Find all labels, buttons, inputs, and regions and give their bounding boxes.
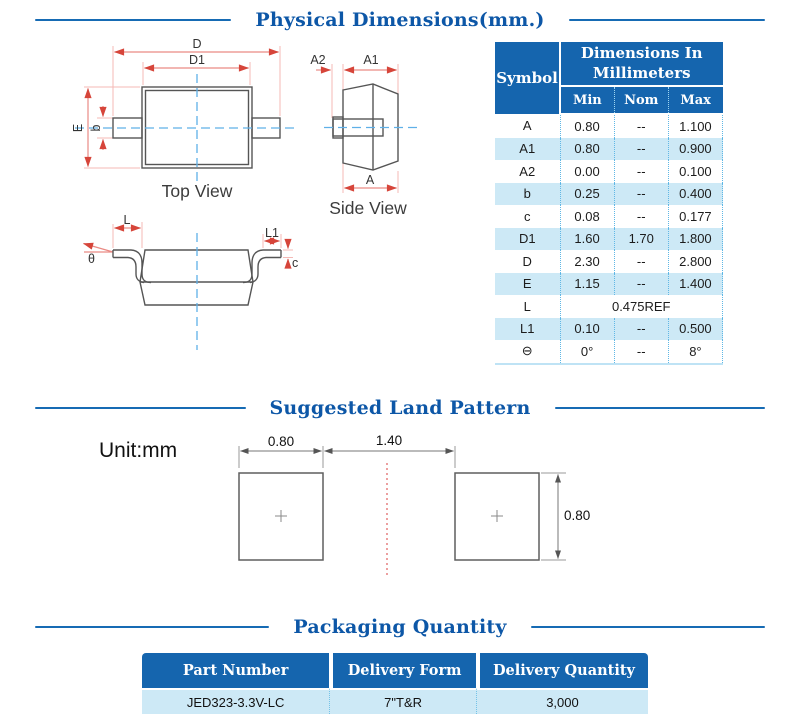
dim-label-c: c xyxy=(292,256,299,270)
cell-min: 1.60 xyxy=(560,228,614,251)
cell-min: 0.25 xyxy=(560,183,614,206)
packaging-table xyxy=(142,653,648,714)
divider-line xyxy=(35,626,269,628)
cell-max: 1.100 xyxy=(668,114,722,138)
package-drawings xyxy=(60,30,480,370)
cell-part-number: JED323-3.3V-LC xyxy=(142,688,329,714)
cell-nom: -- xyxy=(614,205,668,228)
dim-label-A: A xyxy=(365,173,375,187)
cell-max: 8° xyxy=(668,340,722,364)
cell-symbol: ⊖ xyxy=(495,340,560,364)
unit-label: Unit:mm xyxy=(99,439,178,462)
cell-nom: -- xyxy=(614,138,668,161)
front-view-drawing xyxy=(84,213,299,350)
cell-max: 0.500 xyxy=(668,318,722,341)
cell-span-value: 0.475REF xyxy=(560,295,723,318)
table-row xyxy=(495,250,723,273)
cell-max: 1.400 xyxy=(668,273,722,296)
cell-min: 0.00 xyxy=(560,160,614,183)
col-header-symbol: Symbol xyxy=(495,42,560,114)
dim-label-theta: θ xyxy=(88,252,95,266)
col-header-nom: Nom xyxy=(614,86,668,114)
pad-width-label: 0.80 xyxy=(267,434,295,449)
dim-label-A2: A2 xyxy=(310,53,326,67)
dim-label-E: E xyxy=(71,123,85,133)
cell-max: 0.400 xyxy=(668,183,722,206)
cell-min: 1.15 xyxy=(560,273,614,296)
table-row xyxy=(495,114,723,138)
cell-symbol: D1 xyxy=(495,228,560,251)
table-row xyxy=(495,340,723,364)
cell-min: 0.10 xyxy=(560,318,614,341)
table-row xyxy=(495,228,723,251)
col-header-delivery-form: Delivery Form xyxy=(329,653,476,688)
cell-nom: -- xyxy=(614,318,668,341)
cell-symbol: b xyxy=(495,183,560,206)
cell-max: 0.100 xyxy=(668,160,722,183)
table-row xyxy=(142,688,648,714)
cell-symbol: A xyxy=(522,118,532,134)
section-header-land-pattern xyxy=(35,394,765,422)
cell-min: 0.80 xyxy=(560,114,614,138)
col-header-part-number: Part Number xyxy=(142,653,329,688)
cell-nom: -- xyxy=(614,273,668,296)
dim-label-L: L xyxy=(123,213,131,227)
divider-line xyxy=(531,626,765,628)
cell-symbol: A1 xyxy=(495,138,560,161)
table-row xyxy=(495,160,723,183)
table-row xyxy=(495,183,723,206)
dim-label-D: D xyxy=(192,37,202,51)
divider-line xyxy=(569,19,765,21)
table-row xyxy=(495,273,723,296)
pad-gap-label: 1.40 xyxy=(375,433,403,448)
cell-symbol: c xyxy=(524,208,531,224)
section-title: Packaging Quantity xyxy=(293,616,507,638)
cell-max: 0.177 xyxy=(668,205,722,228)
table-row xyxy=(495,318,723,341)
col-header-delivery-quantity: Delivery Quantity xyxy=(476,653,648,688)
side-view-caption: Side View xyxy=(329,198,407,218)
cell-delivery-form: 7"T&R xyxy=(329,688,476,714)
divider-line xyxy=(35,407,246,409)
cell-symbol: D xyxy=(522,253,532,269)
divider-line xyxy=(555,407,766,409)
cell-nom: -- xyxy=(614,160,668,183)
cell-max: 1.800 xyxy=(668,228,722,251)
pad-height-label: 0.80 xyxy=(564,508,591,523)
cell-min: 0.08 xyxy=(560,205,614,228)
cell-delivery-quantity: 3,000 xyxy=(476,688,648,714)
divider-line xyxy=(35,19,231,21)
section-title: Suggested Land Pattern xyxy=(269,397,531,419)
table-row xyxy=(495,295,723,318)
cell-nom: -- xyxy=(614,250,668,273)
top-view-caption: Top View xyxy=(161,181,233,201)
cell-nom: -- xyxy=(614,340,668,364)
cell-max: 2.800 xyxy=(668,250,722,273)
cell-symbol: L1 xyxy=(495,318,560,341)
dimensions-table xyxy=(495,42,723,365)
cell-nom: 1.70 xyxy=(614,228,668,251)
cell-min: 2.30 xyxy=(560,250,614,273)
cell-max: 0.900 xyxy=(668,138,722,161)
cell-symbol: A2 xyxy=(519,163,536,179)
section-title: Physical Dimensions(mm.) xyxy=(255,9,545,31)
section-header-packaging xyxy=(35,613,765,641)
table-row xyxy=(495,138,723,161)
cell-symbol: L xyxy=(523,298,531,314)
dim-label-D1: D1 xyxy=(189,53,205,67)
cell-min: 0.80 xyxy=(560,138,614,161)
col-header-max: Max xyxy=(668,86,722,114)
cell-min: 0° xyxy=(560,340,614,364)
side-view-drawing xyxy=(310,53,419,218)
top-view-drawing xyxy=(71,37,296,201)
dim-label-A1: A1 xyxy=(363,53,379,67)
cell-nom: -- xyxy=(614,183,668,206)
cell-nom: -- xyxy=(614,114,668,138)
dim-label-b: b xyxy=(89,124,103,132)
col-header-min: Min xyxy=(560,86,614,114)
cell-symbol: E xyxy=(495,273,560,296)
dim-label-L1: L1 xyxy=(265,226,279,240)
col-group-header: Dimensions In Millimeters xyxy=(560,42,723,86)
table-row xyxy=(495,205,723,228)
land-pattern-drawing xyxy=(80,430,600,585)
